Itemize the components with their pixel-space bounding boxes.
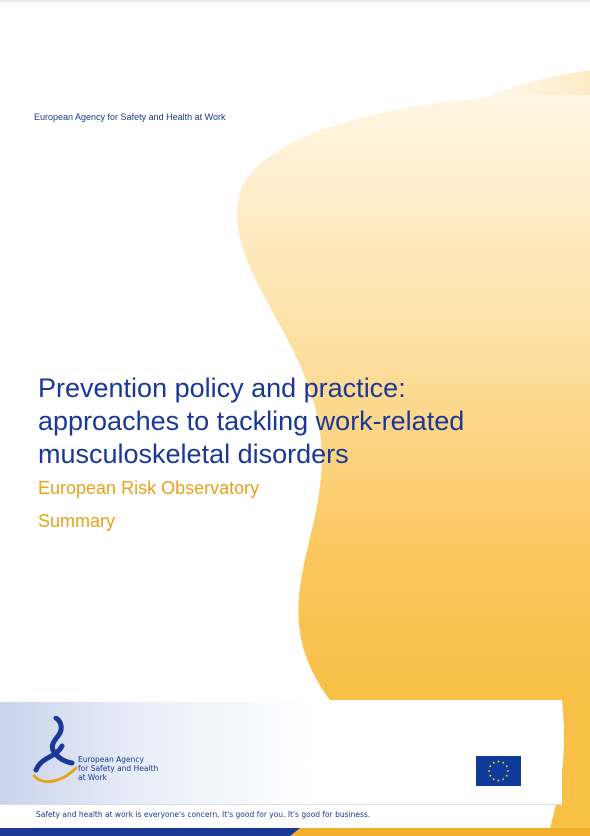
eu-star: [502, 778, 505, 781]
main-title-line-1: Prevention policy and practice:: [38, 373, 406, 403]
eu-star: [497, 779, 500, 782]
eu-flag-stars: [476, 756, 521, 786]
eu-star: [492, 778, 495, 781]
main-title-line-2: approaches to tackling work-related: [38, 406, 465, 436]
footer-divider: [0, 804, 562, 805]
footer-tagline: Safety and health at work is everyone's concern. It's good for you. It's good for business.: [36, 810, 371, 819]
main-title-line-3: musculoskeletal disorders: [38, 439, 349, 469]
logo-line-1: European Agency: [78, 755, 144, 764]
stripe-blue-segment: [0, 828, 300, 836]
subtitle: European Risk Observatory: [38, 478, 260, 498]
eu-star: [489, 765, 492, 768]
eu-star: [505, 774, 508, 777]
title-block: [38, 372, 518, 532]
eu-star: [505, 765, 508, 768]
eu-star: [507, 770, 510, 773]
footer-band: [0, 702, 562, 804]
logo-figure-swoosh: [34, 768, 76, 782]
eu-flag-icon: [476, 756, 521, 786]
agency-header: European Agency for Safety and Health at Work: [34, 112, 226, 122]
logo-line-3: at Work: [78, 773, 107, 782]
bottom-color-stripe: [0, 828, 590, 836]
eu-osha-figure-icon: [32, 716, 78, 788]
eu-star: [497, 760, 500, 763]
stripe-orange-segment: [290, 828, 590, 836]
eu-star: [492, 761, 495, 764]
document-type: Summary: [38, 511, 116, 531]
logo-line-2: for Safety and Health: [78, 764, 159, 773]
main-title: [38, 372, 518, 471]
eu-star: [489, 774, 492, 777]
eu-star: [488, 770, 491, 773]
eu-star: [502, 761, 505, 764]
agency-logo-text: [78, 755, 158, 782]
